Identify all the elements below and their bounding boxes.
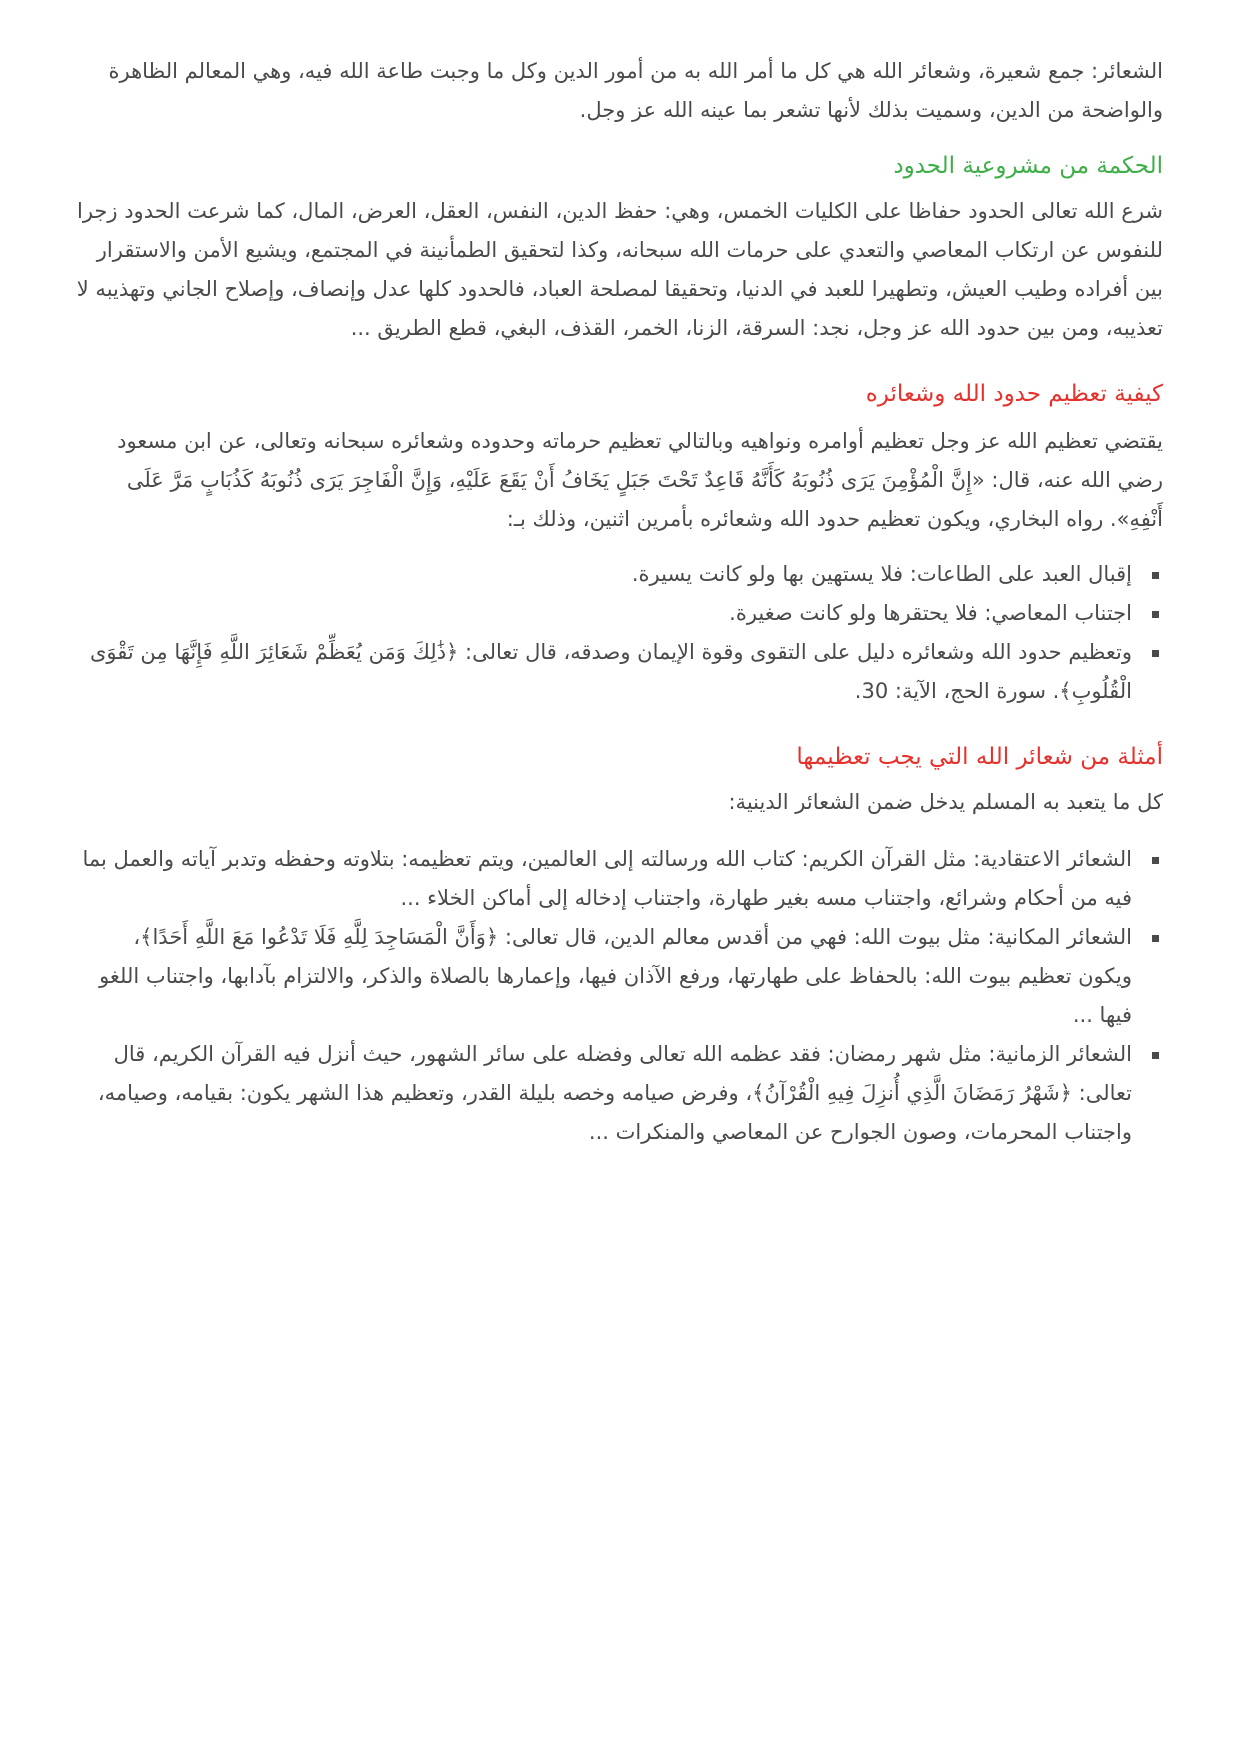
heading-how-to-glorify: كيفية تعظيم حدود الله وشعائره bbox=[865, 381, 1163, 407]
intro-paragraph: الشعائر: جمع شعيرة، وشعائر الله هي كل ما أمر الله به من أمور الدين وكل ما وجبت طاعة الله فيه، وهي المعالم الظاهرة والواضحة من الدين، وسميت بذلك لأنها تشعر بما عينه الله عز وجل. bbox=[108, 59, 1163, 122]
how-paragraph: يقتضي تعظيم الله عز وجل تعظيم أوامره ونواهيه وبالتالي تعظيم حرماته وحدوده وشعائره سبحانه وتعالى، عن ابن مسعود رضي الله عنه، قال: «إِنَّ الْمُؤْمِنَ يَرَى ذُنُوبَهُ كَأَنَّهُ قَاعِدٌ تَحْتَ جَبَلٍ يَخَافُ أَنْ يَقَعَ عَلَيْهِ، وَإِنَّ الْفَاجِرَ يَرَى ذُنُوبَهُ كَذُبَابٍ مَرَّ عَلَى أَنْفِهِ». رواه البخاري، ويكون تعظيم حدود الله وشعائره بأمرين اثنين، وذلك بـ: bbox=[117, 429, 1163, 531]
wisdom-paragraph: شرع الله تعالى الحدود حفاظا على الكليات الخمس، وهي: حفظ الدين، النفس، العقل، العرض، المال، كما شرعت الحدود زجرا للنفوس عن ارتكاب المعاصي والتعدي على حرمات الله سبحانه، وكذا لتحقيق الطمأنينة في المجتمع، ويشيع الأمن والاستقرار بين أفراده وطيب العيش، وتطهيرا للعبد في الدنيا، وتحقيقا لمصلحة العباد، فالحدود كلها عدل وإنصاف، وإصلاح الجاني وتهذيبه لا تعذيبه، ومن بين حدود الله عز وجل، نجد: السرقة، الزنا، الخمر، القذف، البغي، قطع الطريق ... bbox=[76, 199, 1163, 340]
examples-paragraph: كل ما يتعبد به المسلم يدخل ضمن الشعائر الدينية: bbox=[728, 790, 1163, 814]
list-item: وتعظيم حدود الله وشعائره دليل على التقوى وقوة الإيمان وصدقه، قال تعالى: ﴿ذَٰلِكَ وَمَن يُعَظِّمْ شَعَائِرَ اللَّهِ فَإِنَّهَا مِن تَقْوَى الْقُلُوبِ﴾. سورة الحج، الآية: 30. bbox=[73, 633, 1163, 711]
document-page bbox=[73, 52, 1163, 1152]
list-item: الشعائر الاعتقادية: مثل القرآن الكريم: كتاب الله ورسالته إلى العالمين، ويتم تعظيمه: بتلاوته وحفظه وتدبر آياته والعمل بما فيه من أحكام وشرائع، واجتناب مسه بغير طهارة، واجتناب إدخاله إلى أماكن الخلاء ... bbox=[73, 840, 1163, 918]
square-bullet-icon bbox=[1152, 611, 1159, 618]
heading-examples: أمثلة من شعائر الله التي يجب تعظيمها bbox=[796, 744, 1163, 770]
heading-wisdom-of-hudud: الحكمة من مشروعية الحدود bbox=[893, 153, 1163, 179]
examples-list bbox=[73, 840, 1163, 1152]
square-bullet-icon bbox=[1152, 857, 1159, 864]
list-item: الشعائر الزمانية: مثل شهر رمضان: فقد عظمه الله تعالى وفضله على سائر الشهور، حيث أنزل فيه القرآن الكريم، قال تعالى: ﴿شَهْرُ رَمَضَانَ الَّذِي أُنزِلَ فِيهِ الْقُرْآنُ﴾، وفرض صيامه وخصه بليلة القدر، وتعظيم هذا الشهر يكون: بقيامه، وصيامه، واجتناب المحرمات، وصون الجوارح عن المعاصي والمنكرات ... bbox=[73, 1035, 1163, 1152]
square-bullet-icon bbox=[1152, 650, 1159, 657]
how-list bbox=[73, 555, 1163, 711]
square-bullet-icon bbox=[1152, 1052, 1159, 1059]
list-item: إقبال العبد على الطاعات: فلا يستهين بها ولو كانت يسيرة. bbox=[73, 555, 1163, 594]
list-item: اجتناب المعاصي: فلا يحتقرها ولو كانت صغيرة. bbox=[73, 594, 1163, 633]
list-item: الشعائر المكانية: مثل بيوت الله: فهي من أقدس معالم الدين، قال تعالى: ﴿وَأَنَّ الْمَسَاجِدَ لِلَّهِ فَلَا تَدْعُوا مَعَ اللَّهِ أَحَدًا﴾، ويكون تعظيم بيوت الله: بالحفاظ على طهارتها، ورفع الآذان فيها، وإعمارها بالصلاة والذكر، والالتزام بآدابها، واجتناب اللغو فيها ... bbox=[73, 918, 1163, 1035]
square-bullet-icon bbox=[1152, 935, 1159, 942]
square-bullet-icon bbox=[1152, 572, 1159, 579]
